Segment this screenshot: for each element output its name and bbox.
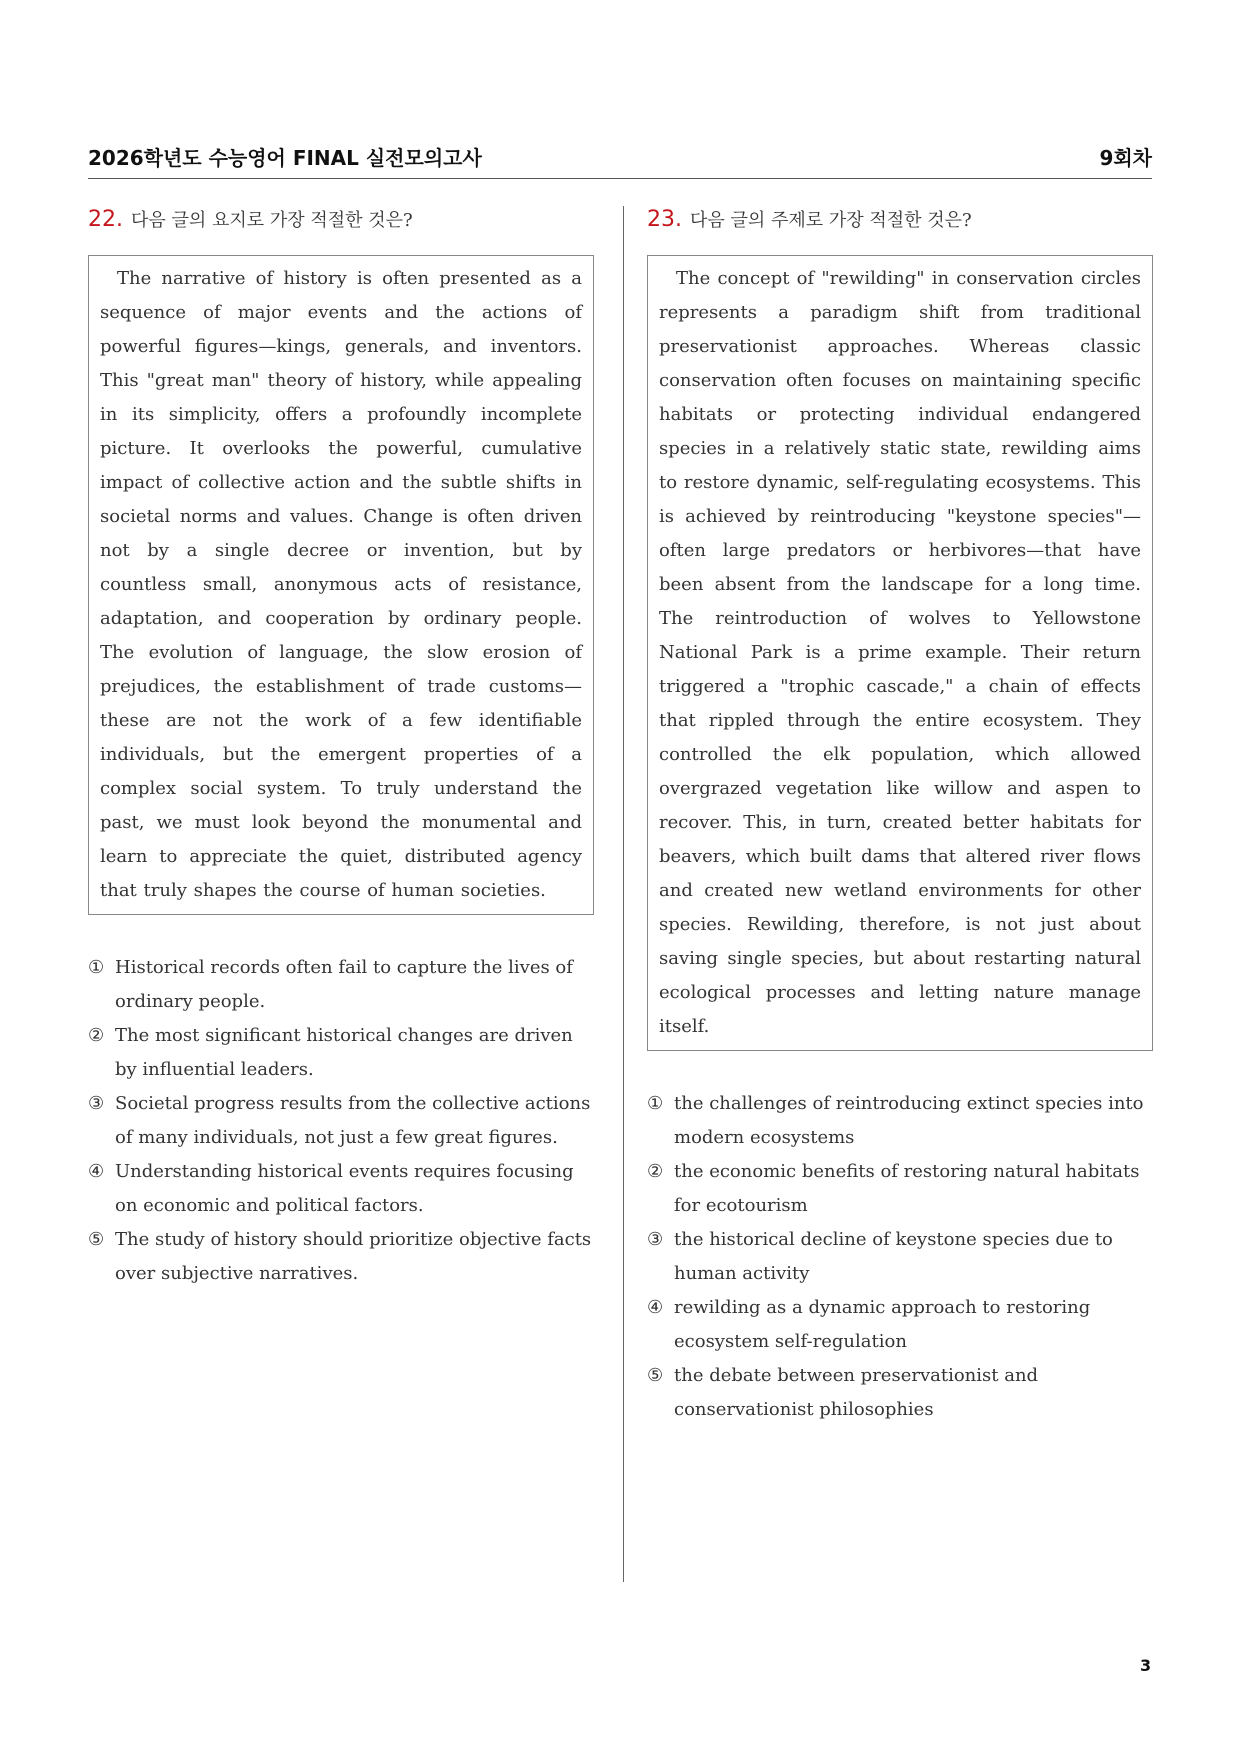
option-text: the challenges of reintroducing extinct species into modern ecosystems xyxy=(674,1093,1144,1148)
option-mark: ① xyxy=(88,957,105,978)
option-text: the economic benefits of restoring natural habitats for ecotourism xyxy=(674,1161,1140,1216)
option-mark: ② xyxy=(647,1161,664,1182)
option-mark: ③ xyxy=(647,1229,664,1250)
option-3[interactable] xyxy=(647,1223,1153,1291)
option-mark: ② xyxy=(88,1025,105,1046)
option-mark: ④ xyxy=(647,1297,664,1318)
option-mark: ⑤ xyxy=(647,1365,664,1386)
column-divider xyxy=(623,206,624,1582)
header-rule xyxy=(88,178,1152,179)
option-4[interactable] xyxy=(647,1291,1153,1359)
question-22 xyxy=(88,204,594,1307)
question-22-passage: The narrative of history is often presented as a sequence of major events and the actions of powerful figures—kings, generals, and inventors. This "great man" theory of history, while appealing in its simplicity, offers a profoundly incomplete picture. It overlooks the powerful, cumulative impact of collective action and the subtle shifts in societal norms and values. Change is often driven not by a single decree or invention, but by countless small, anonymous acts of resistance, adaptation, and cooperation by ordinary people. The evolution of language, the slow erosion of prejudices, the establishment of trade customs—these are not the work of a few identifiable individuals, but the emergent properties of a complex social system. To truly understand the past, we must look beyond the monumental and learn to appreciate the quiet, distributed agency that truly shapes the course of human societies. xyxy=(88,255,594,915)
question-22-options xyxy=(88,951,594,1291)
exam-round: 9회차 xyxy=(1099,146,1152,170)
page-header xyxy=(88,142,1152,171)
option-text: Understanding historical events requires focusing on economic and political factors. xyxy=(115,1161,574,1216)
exam-title: 2026학년도 수능영어 FINAL 실전모의고사 xyxy=(88,146,482,170)
option-mark: ③ xyxy=(88,1093,105,1114)
question-23-passage: The concept of "rewilding" in conservation circles represents a paradigm shift from traditional preservationist approaches. Whereas classic conservation often focuses on maintaining specific habitats or protecting individual endangered species in a relatively static state, rewilding aims to restore dynamic, self-regulating ecosystems. This is achieved by reintroducing "keystone species"—often large predators or herbivores—that have been absent from the landscape for a long time. The reintroduction of wolves to Yellowstone National Park is a prime example. Their return triggered a "trophic cascade," a chain of effects that rippled through the entire ecosystem. They controlled the elk population, which allowed overgrazed vegetation like willow and aspen to recover. This, in turn, created better habitats for beavers, which built dams that altered river flows and created new wetland environments for other species. Rewilding, therefore, is not just about saving single species, but about restarting natural ecological processes and letting nature manage itself. xyxy=(647,255,1153,1051)
option-5[interactable] xyxy=(88,1223,594,1291)
question-22-prompt: 다음 글의 요지로 가장 적절한 것은? xyxy=(131,210,413,231)
option-5[interactable] xyxy=(647,1359,1153,1427)
question-22-title xyxy=(88,204,594,237)
option-mark: ④ xyxy=(88,1161,105,1182)
option-text: Historical records often fail to capture the lives of ordinary people. xyxy=(115,957,573,1012)
option-2[interactable] xyxy=(88,1019,594,1087)
question-23-title xyxy=(647,204,1153,237)
question-23-number: 23. xyxy=(647,207,682,232)
option-text: rewilding as a dynamic approach to restoring ecosystem self-regulation xyxy=(674,1297,1091,1352)
option-2[interactable] xyxy=(647,1155,1153,1223)
option-text: the debate between preservationist and conservationist philosophies xyxy=(674,1365,1039,1420)
option-mark: ⑤ xyxy=(88,1229,105,1250)
question-23 xyxy=(647,204,1153,1443)
option-text: The study of history should prioritize objective facts over subjective narratives. xyxy=(115,1229,592,1284)
option-3[interactable] xyxy=(88,1087,594,1155)
option-text: Societal progress results from the collective actions of many individuals, not just a few great figures. xyxy=(115,1093,591,1148)
question-22-number: 22. xyxy=(88,207,123,232)
option-mark: ① xyxy=(647,1093,664,1114)
question-23-options xyxy=(647,1087,1153,1427)
option-4[interactable] xyxy=(88,1155,594,1223)
option-1[interactable] xyxy=(647,1087,1153,1155)
page-number: 3 xyxy=(1140,1656,1152,1675)
question-23-prompt: 다음 글의 주제로 가장 적절한 것은? xyxy=(690,210,972,231)
option-text: the historical decline of keystone species due to human activity xyxy=(674,1229,1113,1284)
option-1[interactable] xyxy=(88,951,594,1019)
option-text: The most significant historical changes are driven by influential leaders. xyxy=(115,1025,573,1080)
